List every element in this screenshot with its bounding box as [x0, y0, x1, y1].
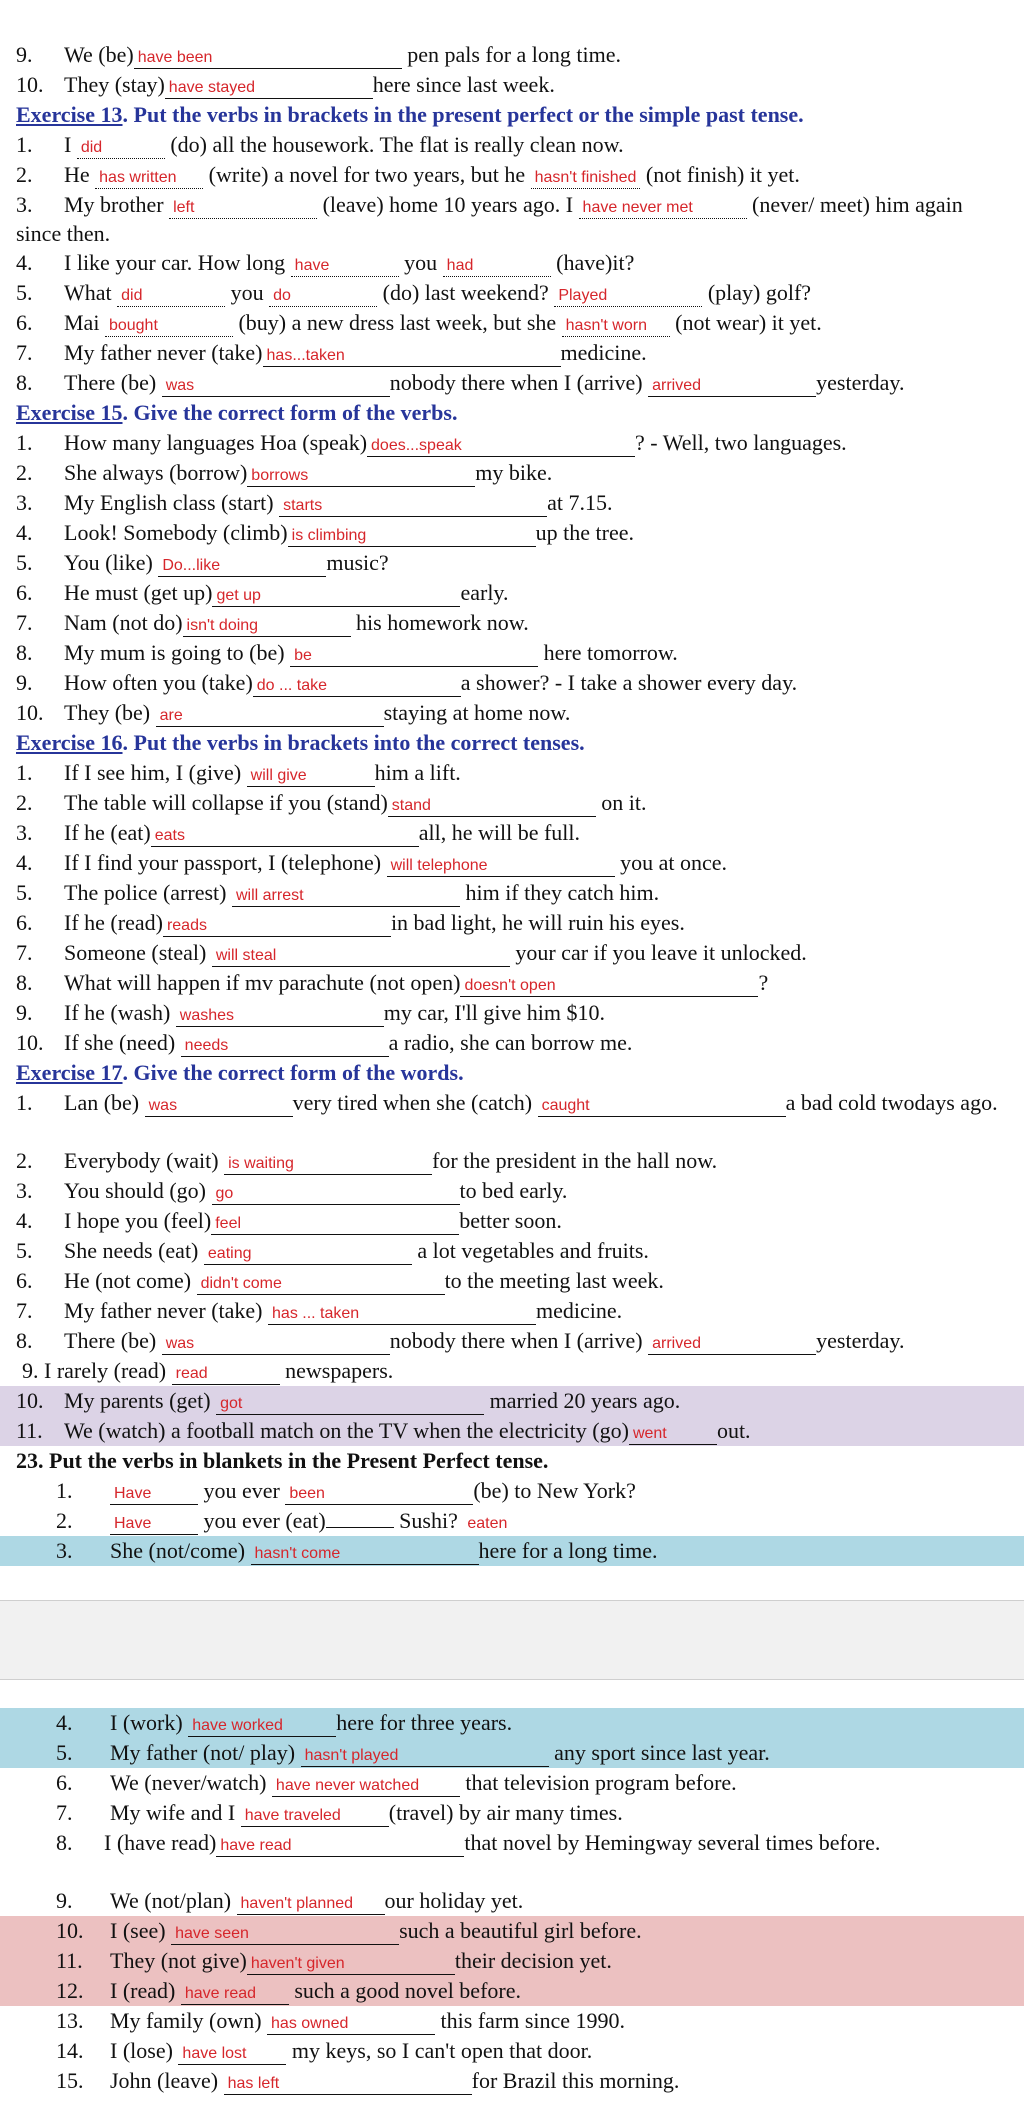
answer-blank: starts	[279, 496, 547, 517]
answer-blank: has written	[95, 168, 203, 189]
answer-blank: hasn't worn	[562, 316, 670, 337]
list-item: 11. We (watch) a football match on the TV when the electricity (go) went out.	[0, 1416, 1024, 1446]
list-item: 4. I hope you (feel) feel better soon.	[16, 1208, 562, 1233]
answer-blank: be	[290, 646, 538, 667]
list-item: 6. He must (get up) get up early.	[16, 580, 509, 605]
answer-blank: hasn't played	[301, 1746, 549, 1767]
list-item: 3. My brother left (leave) home 10 years ago. I have never met (never/ meet) him again since then.	[16, 192, 963, 246]
answer-blank: are	[156, 706, 384, 727]
answer-note: eaten	[467, 1515, 508, 1532]
answer-blank: will steal	[212, 946, 510, 967]
answer-blank: went	[629, 1424, 717, 1445]
answer-blank: did	[77, 138, 165, 159]
answer-blank	[326, 1527, 394, 1528]
exercise-15-heading: Exercise 15. Give the correct form of the verbs.	[16, 400, 458, 425]
list-item: 5. My father (not/ play) hasn't played any sport since last year.	[0, 1738, 1024, 1768]
list-item: 1. Have you ever been (be) to New York?	[56, 1478, 636, 1503]
list-item: 10. I (see) have seen such a beautiful girl before.	[0, 1916, 1024, 1946]
list-item: 15. John (leave) has left for Brazil this morning.	[56, 2068, 680, 2093]
answer-blank: doesn't open	[460, 976, 758, 997]
answer-blank: have stayed	[165, 78, 373, 99]
list-item: 7. Someone (steal) will steal your car if you leave it unlocked.	[16, 940, 807, 965]
list-item: 5. She needs (eat) eating a lot vegetables and fruits.	[16, 1238, 649, 1263]
answer-blank: was	[145, 1096, 293, 1117]
exercise-17-heading: Exercise 17. Give the correct form of the words.	[16, 1060, 464, 1085]
answer-blank: arrived	[648, 376, 816, 397]
list-item: 2. Have you ever (eat) Sushi? eaten	[0, 1506, 1024, 1536]
list-item: 4. I like your car. How long have you had (have)it?	[16, 250, 635, 275]
answer-blank: had	[443, 256, 551, 277]
list-item: 9. We (not/plan) haven't planned our holiday yet.	[56, 1888, 524, 1913]
list-item: 14. I (lose) have lost my keys, so I can't open that door.	[56, 2038, 593, 2063]
list-item: 2. The table will collapse if you (stand) stand on it.	[16, 790, 647, 815]
answer-blank: do ... take	[253, 676, 461, 697]
answer-blank: Have	[110, 1484, 198, 1505]
answer-blank: Do...like	[158, 556, 326, 577]
answer-blank: borrows	[247, 466, 475, 487]
answer-blank: has owned	[267, 2014, 435, 2035]
list-item: 12. I (read) have read such a good novel before.	[0, 1976, 1024, 2006]
list-item: 10. If she (need) needs a radio, she can borrow me.	[16, 1030, 633, 1055]
worksheet-page-2	[0, 1708, 1024, 2096]
list-item: 7. My father never (take) has...taken medicine.	[16, 340, 647, 365]
answer-blank: feel	[211, 1214, 459, 1235]
answer-blank: arrived	[648, 1334, 816, 1355]
answer-blank: go	[212, 1184, 460, 1205]
answer-blank: have	[291, 256, 399, 277]
list-item: 1. Lan (be) was very tired when she (catch) caught a bad cold twodays ago.	[16, 1090, 998, 1115]
answer-blank: is waiting	[224, 1154, 432, 1175]
answer-blank: caught	[538, 1096, 786, 1117]
answer-blank: stand	[388, 796, 596, 817]
list-item: 13. My family (own) has owned this farm since 1990.	[56, 2008, 626, 2033]
exercise-23-heading: 23. Put the verbs in blankets in the Present Perfect tense.	[16, 1448, 549, 1473]
list-item: 8. I (have read) have read that novel by Hemingway several times before.	[56, 1830, 881, 1855]
list-item: 6. Mai bought (buy) a new dress last week, but she hasn't worn (not wear) it yet.	[16, 310, 822, 335]
list-item: 6. We (never/watch) have never watched that television program before.	[56, 1770, 737, 1795]
worksheet-page-1	[0, 40, 1024, 1566]
answer-blank: have worked	[188, 1716, 336, 1737]
answer-blank: isn't doing	[183, 616, 351, 637]
list-item: 1. I did (do) all the housework. The flat is really clean now.	[16, 132, 624, 157]
answer-blank: has...taken	[263, 346, 561, 367]
answer-blank: will telephone	[387, 856, 615, 877]
answer-blank: have traveled	[241, 1806, 389, 1827]
list-item: 7. My wife and I have traveled (travel) by air many times.	[56, 1800, 623, 1825]
answer-blank: bought	[105, 316, 233, 337]
answer-blank: read	[172, 1364, 280, 1385]
list-item: 8. There (be) was nobody there when I (arrive) arrived yesterday.	[16, 1328, 905, 1353]
answer-blank: left	[169, 198, 317, 219]
answer-blank: does...speak	[367, 436, 635, 457]
list-item: 7. Nam (not do) isn't doing his homework now.	[16, 610, 529, 635]
list-item: 10. They (stay) have stayed here since last week.	[16, 72, 555, 97]
list-item: 9. I rarely (read) read newspapers.	[22, 1358, 394, 1383]
list-item: 4. If I find your passport, I (telephone) will telephone you at once.	[16, 850, 727, 875]
answer-blank: did	[117, 286, 225, 307]
list-item: 7. My father never (take) has ... taken medicine.	[16, 1298, 623, 1323]
answer-blank: is climbing	[288, 526, 536, 547]
page-break	[0, 1600, 1024, 1680]
list-item: 3. She (not/come) hasn't come here for a long time.	[0, 1536, 1024, 1566]
answer-blank: was	[162, 376, 390, 397]
list-item: 2. Everybody (wait) is waiting for the president in the hall now.	[16, 1148, 718, 1173]
answer-blank: hasn't finished	[531, 168, 641, 189]
list-item: 5. You (like) Do...like music?	[16, 550, 389, 575]
answer-blank: will give	[247, 766, 375, 787]
list-item: 2. He has written (write) a novel for two years, but he hasn't finished (not finish) it yet.	[16, 162, 800, 187]
list-item: 2. She always (borrow) borrows my bike.	[16, 460, 553, 485]
answer-blank: eats	[151, 826, 419, 847]
list-item: 10. My parents (get) got married 20 years ago.	[0, 1386, 1024, 1416]
answer-blank: get up	[212, 586, 460, 607]
answer-blank: have never watched	[272, 1776, 460, 1797]
answer-blank: Played	[554, 286, 702, 307]
answer-blank: has ... taken	[268, 1304, 536, 1325]
list-item: 3. My English class (start) starts at 7.15.	[16, 490, 613, 515]
exercise-13-heading: Exercise 13. Put the verbs in brackets in the present perfect or the simple past tense.	[16, 102, 804, 127]
list-item: 11. They (not give) haven't given their decision yet.	[0, 1946, 1024, 1976]
list-item: 1. How many languages Hoa (speak) does...speak ? - Well, two languages.	[16, 430, 847, 455]
answer-blank: haven't planned	[237, 1894, 385, 1915]
answer-blank: needs	[181, 1036, 389, 1057]
answer-blank: have lost	[178, 2044, 286, 2065]
list-item: 9. If he (wash) washes my car, I'll give him $10.	[16, 1000, 605, 1025]
list-item: 6. If he (read) reads in bad light, he will ruin his eyes.	[16, 910, 685, 935]
answer-blank: have been	[134, 48, 402, 69]
answer-blank: didn't come	[197, 1274, 445, 1295]
answer-blank: was	[162, 1334, 390, 1355]
list-item: 6. He (not come) didn't come to the meeting last week.	[16, 1268, 664, 1293]
list-item: 8. What will happen if mv parachute (not open) doesn't open ?	[16, 970, 769, 995]
answer-blank: haven't given	[247, 1954, 455, 1975]
answer-blank: have never met	[579, 198, 747, 219]
list-item: 4. Look! Somebody (climb) is climbing up the tree.	[16, 520, 634, 545]
answer-blank: eating	[204, 1244, 412, 1265]
list-item: 5. The police (arrest) will arrest him if they catch him.	[16, 880, 660, 905]
list-item: 5. What did you do (do) last weekend? Played (play) golf?	[16, 280, 812, 305]
answer-blank: have read	[216, 1836, 464, 1857]
list-item: 1. If I see him, I (give) will give him a lift.	[16, 760, 461, 785]
list-item: 8. There (be) was nobody there when I (arrive) arrived yesterday.	[16, 370, 905, 395]
answer-blank: washes	[176, 1006, 384, 1027]
exercise-16-heading: Exercise 16. Put the verbs in brackets into the correct tenses.	[16, 730, 585, 755]
answer-blank: hasn't come	[251, 1544, 479, 1565]
answer-blank: do	[269, 286, 377, 307]
answer-blank: will arrest	[232, 886, 460, 907]
answer-blank: have read	[181, 1984, 289, 2005]
answer-blank: got	[216, 1394, 484, 1415]
answer-blank: been	[285, 1484, 473, 1505]
list-item: 8. My mum is going to (be) be here tomorrow.	[16, 640, 678, 665]
list-item: 9. We (be) have been pen pals for a long time.	[16, 42, 622, 67]
list-item: 9. How often you (take) do ... take a shower? - I take a shower every day.	[16, 670, 798, 695]
list-item: 3. If he (eat) eats all, he will be full.	[16, 820, 581, 845]
answer-blank: Have	[110, 1514, 198, 1535]
answer-blank: reads	[163, 916, 391, 937]
answer-blank: have seen	[171, 1924, 399, 1945]
answer-blank: has left	[224, 2074, 472, 2095]
list-item: 10. They (be) are staying at home now.	[16, 700, 571, 725]
list-item: 3. You should (go) go to bed early.	[16, 1178, 568, 1203]
list-item: 4. I (work) have worked here for three years.	[0, 1708, 1024, 1738]
